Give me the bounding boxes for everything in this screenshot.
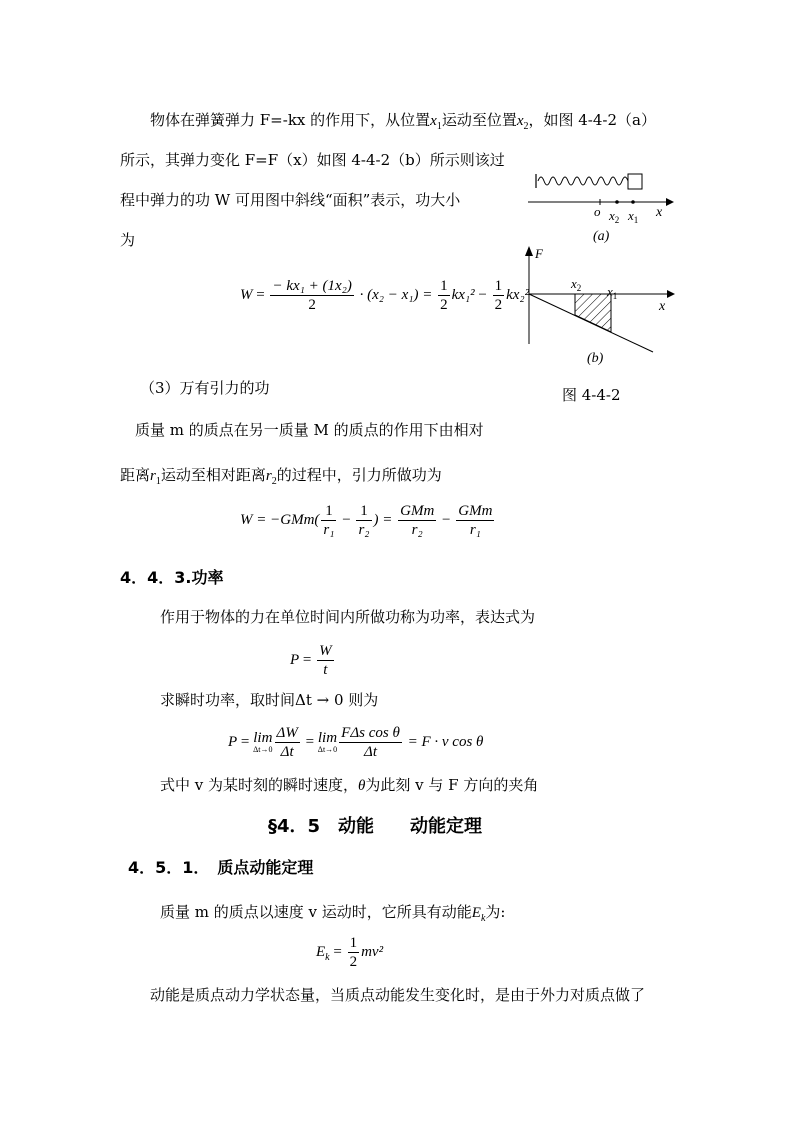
figure-a-spring-diagram [520,168,680,248]
Ek-symbol: $E_k$ [471,905,486,924]
sub-heading: 4．5．1． 质点动能定理 [128,858,314,877]
fig-b-x1-label: $x_1$ [607,284,618,301]
gravity-line-1: 质量 m 的质点在另一质量 M 的质点的作用下由相对 [135,421,484,439]
figure-caption: 图 4-4-2 [562,386,621,404]
gravity-heading: （3）万有引力的功 [140,379,270,397]
power-heading: 4．4．3.功率 [120,568,224,587]
fig-a-caption: (a) [593,229,610,244]
intro-line-4: 为 [120,231,136,249]
power-explanation: 式中 v 为某时刻的瞬时速度，θ为此刻 v 与 F 方向的夹角 [160,776,539,794]
fig-a-x1-label: $x_1$ [628,208,639,225]
instant-power-line: 求瞬时功率，取时间Δt → 0 则为 [160,691,379,709]
instant-power-formula: P = lim Δt→0 $\frac{\Delta W}{\Delta t}$ = lim Δt→0 $\frac{\text{FΔs cos θ}}{\Delta t}$ = F · v cos θ [228,725,484,760]
spring-work-formula: W = $\frac{\text{− kx₁ + (1x₂)}}{2}$ · (x₂ − x₁) = $\frac{1}{2}$ kx₁² − $\frac{1}{2}$ kx₂² [240,278,530,313]
fig-b-caption: (b) [587,351,604,366]
closing-line: 动能是质点动力学状态量，当质点动能发生变化时，是由于外力对质点做了 [150,986,646,1004]
intro-line-3: 程中弹力的功 W 可用图中斜线“面积”表示，功大小 [120,191,461,209]
r1-symbol: $r_1$ [150,468,161,487]
fig-b-F-label: F [535,246,543,261]
gravity-line-2: 距离$r_1$运动至相对距离$r_2$的过程中，引力所做功为 [120,466,442,487]
fig-a-origin: o [594,204,601,219]
x1-symbol: $x_1$ [430,113,442,132]
fig-a-x-axis-label: x [656,205,663,220]
gravity-work-formula: W = −GMm( $\frac{1}{\text{r₁}}$ − $\frac{1}{\text{r₂}}$ ) = $\frac{\text{GMm}}{\text{r₂}}$ − $\frac{\text{GMm}}{\text{r₁}}$ [240,503,493,538]
kinetic-energy-line: 质量 m 的质点以速度 v 运动时，它所具有动能$E_k$为: [160,903,506,924]
fig-a-x2-label: $x_2$ [609,208,620,225]
intro-line-2: 所示，其弹力变化 F=F（x）如图 4-4-2（b）所示则该过 [120,151,505,169]
section-title: §4．5 动能 动能定理 [268,816,483,837]
fig-b-x2-label: $x_2$ [571,276,582,293]
figure-b-force-graph [515,244,685,374]
x2-symbol: $x_2$ [516,113,529,132]
intro-line-1: 物体在弹簧弹力 F=-kx 的作用下，从位置$x_1$运动至位置$x_2$，如图 4-4-2（a） [150,111,656,132]
r2-symbol: $r_2$ [265,468,277,487]
fig-b-x-axis-label: x [659,299,666,314]
power-formula: P = $\frac{W}{t}$ [290,643,332,678]
kinetic-energy-formula: $E_k$ = $\frac{1}{2}$ mv² [316,935,384,970]
power-definition: 作用于物体的力在单位时间内所做功称为功率，表达式为 [160,608,536,626]
